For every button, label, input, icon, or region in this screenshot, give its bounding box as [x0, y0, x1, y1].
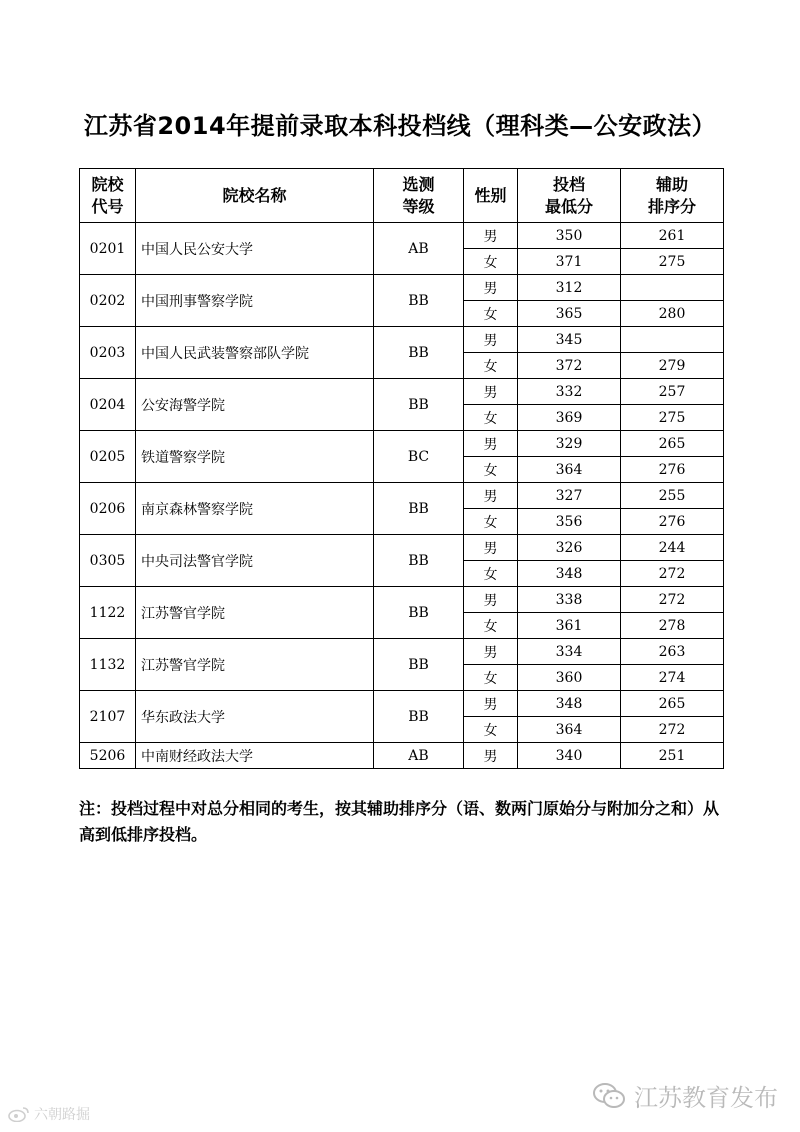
gender-cell: 女	[464, 301, 518, 327]
aux-score-cell: 275	[621, 249, 724, 275]
footnote: 注：投档过程中对总分相同的考生，按其辅助排序分（语、数两门原始分与附加分之和）从高到低排序投档。	[79, 799, 720, 844]
gender-cell: 女	[464, 405, 518, 431]
aux-score-cell: 276	[621, 457, 724, 483]
aux-score-cell	[621, 275, 724, 301]
min-score-cell: 364	[518, 457, 621, 483]
header-school-code	[80, 169, 136, 223]
table-row	[80, 275, 724, 301]
aux-score-cell: 265	[621, 431, 724, 457]
header-min-score-line1: 投档	[552, 174, 585, 194]
gender-cell: 男	[464, 275, 518, 301]
gender-cell: 男	[464, 535, 518, 561]
gender-cell: 男	[464, 587, 518, 613]
min-score-cell: 332	[518, 379, 621, 405]
admission-score-table	[79, 168, 724, 769]
selection-grade: BB	[374, 691, 464, 743]
gender-cell: 女	[464, 249, 518, 275]
table-header-row	[80, 169, 724, 223]
gender-cell: 男	[464, 483, 518, 509]
gender-cell: 女	[464, 457, 518, 483]
header-grade-line1: 选测	[402, 174, 435, 194]
min-score-cell: 350	[518, 223, 621, 249]
school-name: 中南财经政法大学	[136, 743, 374, 769]
school-name: 公安海警学院	[136, 379, 374, 431]
min-score-cell: 348	[518, 691, 621, 717]
weibo-icon	[8, 1106, 30, 1122]
gender-cell: 男	[464, 379, 518, 405]
watermark-left-text: 六朝路掘	[34, 1107, 90, 1123]
gender-cell: 女	[464, 613, 518, 639]
school-name: 江苏警官学院	[136, 587, 374, 639]
min-score-cell: 338	[518, 587, 621, 613]
gender-cell: 女	[464, 717, 518, 743]
gender-cell: 男	[464, 327, 518, 353]
watermark-right	[592, 1078, 778, 1113]
header-grade	[374, 169, 464, 223]
aux-score-cell: 280	[621, 301, 724, 327]
min-score-cell: 348	[518, 561, 621, 587]
aux-score-cell: 272	[621, 717, 724, 743]
school-name: 南京森林警察学院	[136, 483, 374, 535]
school-code: 5206	[80, 743, 136, 769]
header-school-name: 院校名称	[136, 169, 374, 223]
table-row	[80, 743, 724, 769]
gender-cell: 男	[464, 431, 518, 457]
aux-score-cell: 279	[621, 353, 724, 379]
min-score-cell: 356	[518, 509, 621, 535]
gender-cell: 男	[464, 223, 518, 249]
min-score-cell: 365	[518, 301, 621, 327]
table-row	[80, 223, 724, 249]
selection-grade: BB	[374, 379, 464, 431]
aux-score-cell: 276	[621, 509, 724, 535]
header-grade-line2: 等级	[402, 196, 435, 216]
header-min-score	[518, 169, 621, 223]
school-code: 2107	[80, 691, 136, 743]
watermark-right-text: 江苏教育发布	[634, 1084, 778, 1112]
min-score-cell: 361	[518, 613, 621, 639]
min-score-cell: 312	[518, 275, 621, 301]
gender-cell: 女	[464, 665, 518, 691]
school-code: 0205	[80, 431, 136, 483]
header-school-code-line1: 院校	[91, 174, 124, 194]
aux-score-cell: 244	[621, 535, 724, 561]
school-name: 中国刑事警察学院	[136, 275, 374, 327]
school-code: 1132	[80, 639, 136, 691]
school-name: 中央司法警官学院	[136, 535, 374, 587]
school-name: 中国人民武装警察部队学院	[136, 327, 374, 379]
watermark-left	[8, 1104, 90, 1124]
gender-cell: 女	[464, 561, 518, 587]
min-score-cell: 364	[518, 717, 621, 743]
min-score-cell: 334	[518, 639, 621, 665]
aux-score-cell: 274	[621, 665, 724, 691]
table-row	[80, 327, 724, 353]
min-score-cell: 327	[518, 483, 621, 509]
aux-score-cell: 272	[621, 561, 724, 587]
gender-cell: 女	[464, 353, 518, 379]
selection-grade: BB	[374, 327, 464, 379]
min-score-cell: 329	[518, 431, 621, 457]
page-title: 江苏省2014年提前录取本科投档线（理科类—公安政法）	[83, 112, 717, 140]
school-code: 0202	[80, 275, 136, 327]
selection-grade: AB	[374, 223, 464, 275]
selection-grade: BB	[374, 587, 464, 639]
school-name: 江苏警官学院	[136, 639, 374, 691]
table-row	[80, 379, 724, 405]
selection-grade: BB	[374, 639, 464, 691]
aux-score-cell: 261	[621, 223, 724, 249]
min-score-cell: 371	[518, 249, 621, 275]
gender-cell: 男	[464, 639, 518, 665]
header-aux-score-line2: 排序分	[647, 196, 696, 216]
header-aux-score	[621, 169, 724, 223]
table-row	[80, 587, 724, 613]
min-score-cell: 340	[518, 743, 621, 769]
table-row	[80, 691, 724, 717]
aux-score-cell: 272	[621, 587, 724, 613]
selection-grade: BB	[374, 483, 464, 535]
school-name: 华东政法大学	[136, 691, 374, 743]
header-aux-score-line1: 辅助	[655, 174, 688, 194]
min-score-cell: 345	[518, 327, 621, 353]
school-code: 0305	[80, 535, 136, 587]
aux-score-cell: 255	[621, 483, 724, 509]
aux-score-cell: 257	[621, 379, 724, 405]
aux-score-cell: 275	[621, 405, 724, 431]
selection-grade: BB	[374, 535, 464, 587]
min-score-cell: 326	[518, 535, 621, 561]
gender-cell: 男	[464, 743, 518, 769]
min-score-cell: 369	[518, 405, 621, 431]
aux-score-cell: 265	[621, 691, 724, 717]
table-row	[80, 483, 724, 509]
table-row	[80, 535, 724, 561]
wechat-icon	[592, 1082, 626, 1110]
header-school-code-line2: 代号	[91, 196, 124, 216]
table-row	[80, 431, 724, 457]
aux-score-cell: 263	[621, 639, 724, 665]
aux-score-cell	[621, 327, 724, 353]
school-code: 0204	[80, 379, 136, 431]
gender-cell: 男	[464, 691, 518, 717]
table-body	[80, 223, 724, 769]
header-min-score-line2: 最低分	[544, 196, 593, 216]
selection-grade: BB	[374, 275, 464, 327]
school-name: 中国人民公安大学	[136, 223, 374, 275]
aux-score-cell: 251	[621, 743, 724, 769]
school-name: 铁道警察学院	[136, 431, 374, 483]
gender-cell: 女	[464, 509, 518, 535]
selection-grade: AB	[374, 743, 464, 769]
min-score-cell: 372	[518, 353, 621, 379]
school-code: 0203	[80, 327, 136, 379]
school-code: 0206	[80, 483, 136, 535]
aux-score-cell: 278	[621, 613, 724, 639]
school-code: 0201	[80, 223, 136, 275]
school-code: 1122	[80, 587, 136, 639]
table-row	[80, 639, 724, 665]
min-score-cell: 360	[518, 665, 621, 691]
selection-grade: BC	[374, 431, 464, 483]
header-gender: 性别	[464, 169, 518, 223]
